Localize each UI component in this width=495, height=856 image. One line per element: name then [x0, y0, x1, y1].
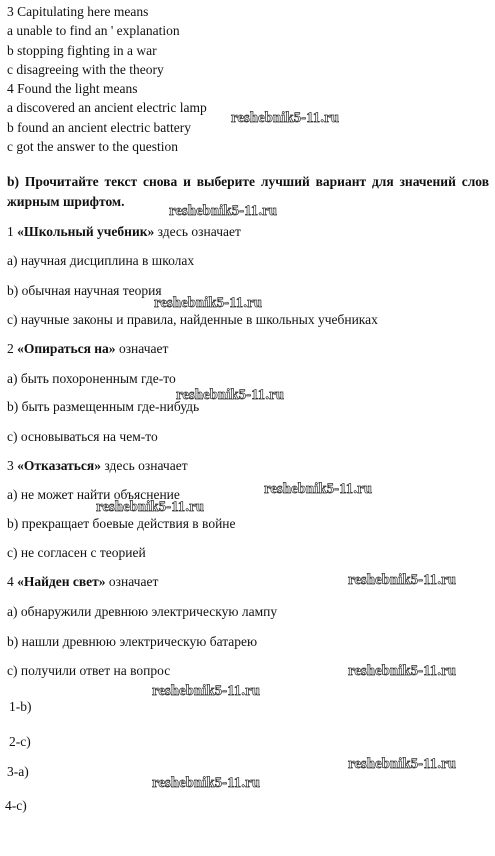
watermark: reshebnik5-11.ru: [96, 499, 205, 515]
question-number: 1: [7, 224, 18, 239]
en-option-c: c got the answer to the question: [7, 139, 178, 154]
question-text: означает: [115, 341, 169, 356]
watermark: reshebnik5-11.ru: [176, 387, 285, 403]
question-2: [7, 341, 168, 357]
option-a: a) обнаружили древнюю электрическую лампу: [7, 604, 278, 619]
watermark: reshebnik5-11.ru: [348, 663, 457, 679]
en-option-b: b stopping fighting in a war: [7, 43, 157, 58]
watermark: reshebnik5-11.ru: [348, 756, 457, 772]
option-c: c) основываться на чем-то: [7, 429, 158, 444]
question-1: [7, 224, 241, 240]
question-term: «Опираться на»: [17, 341, 116, 356]
question-3: [7, 458, 188, 474]
watermark: reshebnik5-11.ru: [348, 572, 457, 588]
question-number: 3: [7, 458, 18, 473]
option-c: c) не согласен с теорией: [7, 545, 146, 560]
question-term: «Школьный учебник»: [17, 224, 155, 239]
answer-4: 4-c): [5, 798, 27, 813]
option-b: b) нашли древнюю электрическую батарею: [7, 634, 258, 649]
option-b: b) быть размещенным где-нибудь: [7, 399, 200, 414]
question-term: «Найден свет»: [17, 574, 106, 589]
question-text: здесь означает: [154, 224, 241, 239]
en-option-c: c disagreeing with the theory: [7, 62, 164, 77]
watermark: reshebnik5-11.ru: [169, 203, 278, 219]
option-c: c) получили ответ на вопрос: [7, 663, 171, 678]
question-text: означает: [105, 574, 159, 589]
watermark: reshebnik5-11.ru: [152, 775, 261, 791]
answer-3: 3-a): [7, 764, 29, 779]
en-option-a: a unable to find an ' explanation: [7, 23, 180, 38]
option-a: a) быть похороненным где-то: [7, 371, 176, 386]
task-b-instruction: b) Прочитайте текст снова и выберите лучший вариант для значений слов жирным шрифтом.: [7, 174, 489, 209]
question-number: 2: [7, 341, 18, 356]
en-question-3: 3 Capitulating here means: [7, 4, 149, 19]
answer-1: 1-b): [9, 699, 32, 714]
option-a: a) научная дисциплина в школах: [7, 253, 195, 268]
watermark: reshebnik5-11.ru: [154, 295, 263, 311]
watermark: reshebnik5-11.ru: [152, 683, 261, 699]
question-text: здесь означает: [100, 458, 188, 473]
watermark: reshebnik5-11.ru: [231, 110, 340, 126]
question-number: 4: [7, 574, 18, 589]
option-c: c) научные законы и правила, найденные в школьных учебниках: [7, 312, 378, 327]
question-term: «Отказаться»: [17, 458, 101, 473]
answer-2: 2-c): [9, 734, 31, 749]
option-b: b) прекращает боевые действия в войне: [7, 516, 236, 531]
watermark: reshebnik5-11.ru: [264, 481, 373, 497]
en-option-b: b found an ancient electric battery: [7, 120, 192, 135]
option-a: a) не может найти объяснение: [7, 487, 180, 502]
en-option-a: a discovered an ancient electric lamp: [7, 100, 207, 115]
en-question-4: 4 Found the light means: [7, 81, 138, 96]
question-4: [7, 574, 158, 590]
option-b: b) обычная научная теория: [7, 283, 162, 298]
